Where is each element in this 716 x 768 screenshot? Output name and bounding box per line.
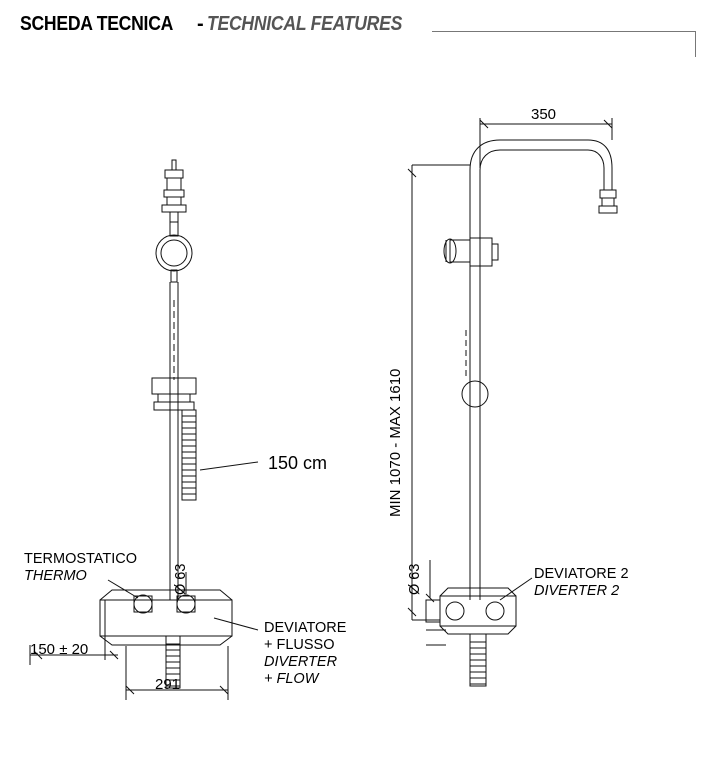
label-hose-length: 150 cm	[268, 453, 328, 473]
right-wall-bracket	[444, 238, 498, 266]
label-diameter-left: Ø 63	[173, 563, 189, 595]
title-separator: -	[196, 13, 204, 35]
label-diverter2-it: DEVIATORE 2	[534, 566, 629, 582]
left-slide-rail	[170, 282, 178, 600]
label-diverter-line1: DEVIATORE	[264, 620, 347, 636]
left-view-shower-column	[30, 160, 258, 700]
leader-diverter-flow	[214, 618, 258, 630]
label-thermostatic-en: THERMO	[24, 568, 87, 584]
title-main: SCHEDA TECNICA	[20, 13, 174, 35]
label-thermostatic-it: TERMOSTATICO	[24, 551, 138, 567]
dim-label-350: 350	[531, 106, 557, 123]
left-mixer-body	[100, 590, 232, 645]
title-subtitle: TECHNICAL FEATURES	[206, 13, 402, 35]
right-arm-outlet	[599, 190, 617, 213]
dim-label-height-range: MIN 1070 - MAX 1610	[387, 368, 404, 517]
right-view-shower-column	[408, 118, 620, 686]
label-diverter-line4: + FLOW	[264, 671, 319, 687]
dim-diameter-right	[426, 560, 446, 645]
label-diverter2-en: DIVERTER 2	[534, 583, 620, 599]
left-shower-head	[162, 160, 186, 222]
dim-350	[480, 118, 612, 168]
left-flexible-hose	[182, 410, 196, 500]
right-lower-hose	[470, 642, 486, 686]
label-diverter-line3: DIVERTER	[264, 654, 338, 670]
dim-label-150pm20: 150 ± 20	[30, 641, 89, 658]
leader-thermostatic	[108, 580, 138, 598]
leader-hose-length	[200, 462, 258, 470]
right-mixer-body	[426, 588, 516, 642]
dim-label-291: 291	[155, 676, 181, 693]
left-rail-bracket	[152, 378, 196, 410]
label-diverter-line2: + FLUSSO	[264, 637, 335, 653]
right-slider-body	[462, 330, 488, 407]
left-handshower	[156, 222, 192, 282]
dim-height-range	[408, 165, 470, 620]
label-diameter-right: Ø 63	[407, 563, 423, 595]
right-riser-tube	[470, 170, 480, 600]
right-riser-arm	[470, 140, 612, 190]
